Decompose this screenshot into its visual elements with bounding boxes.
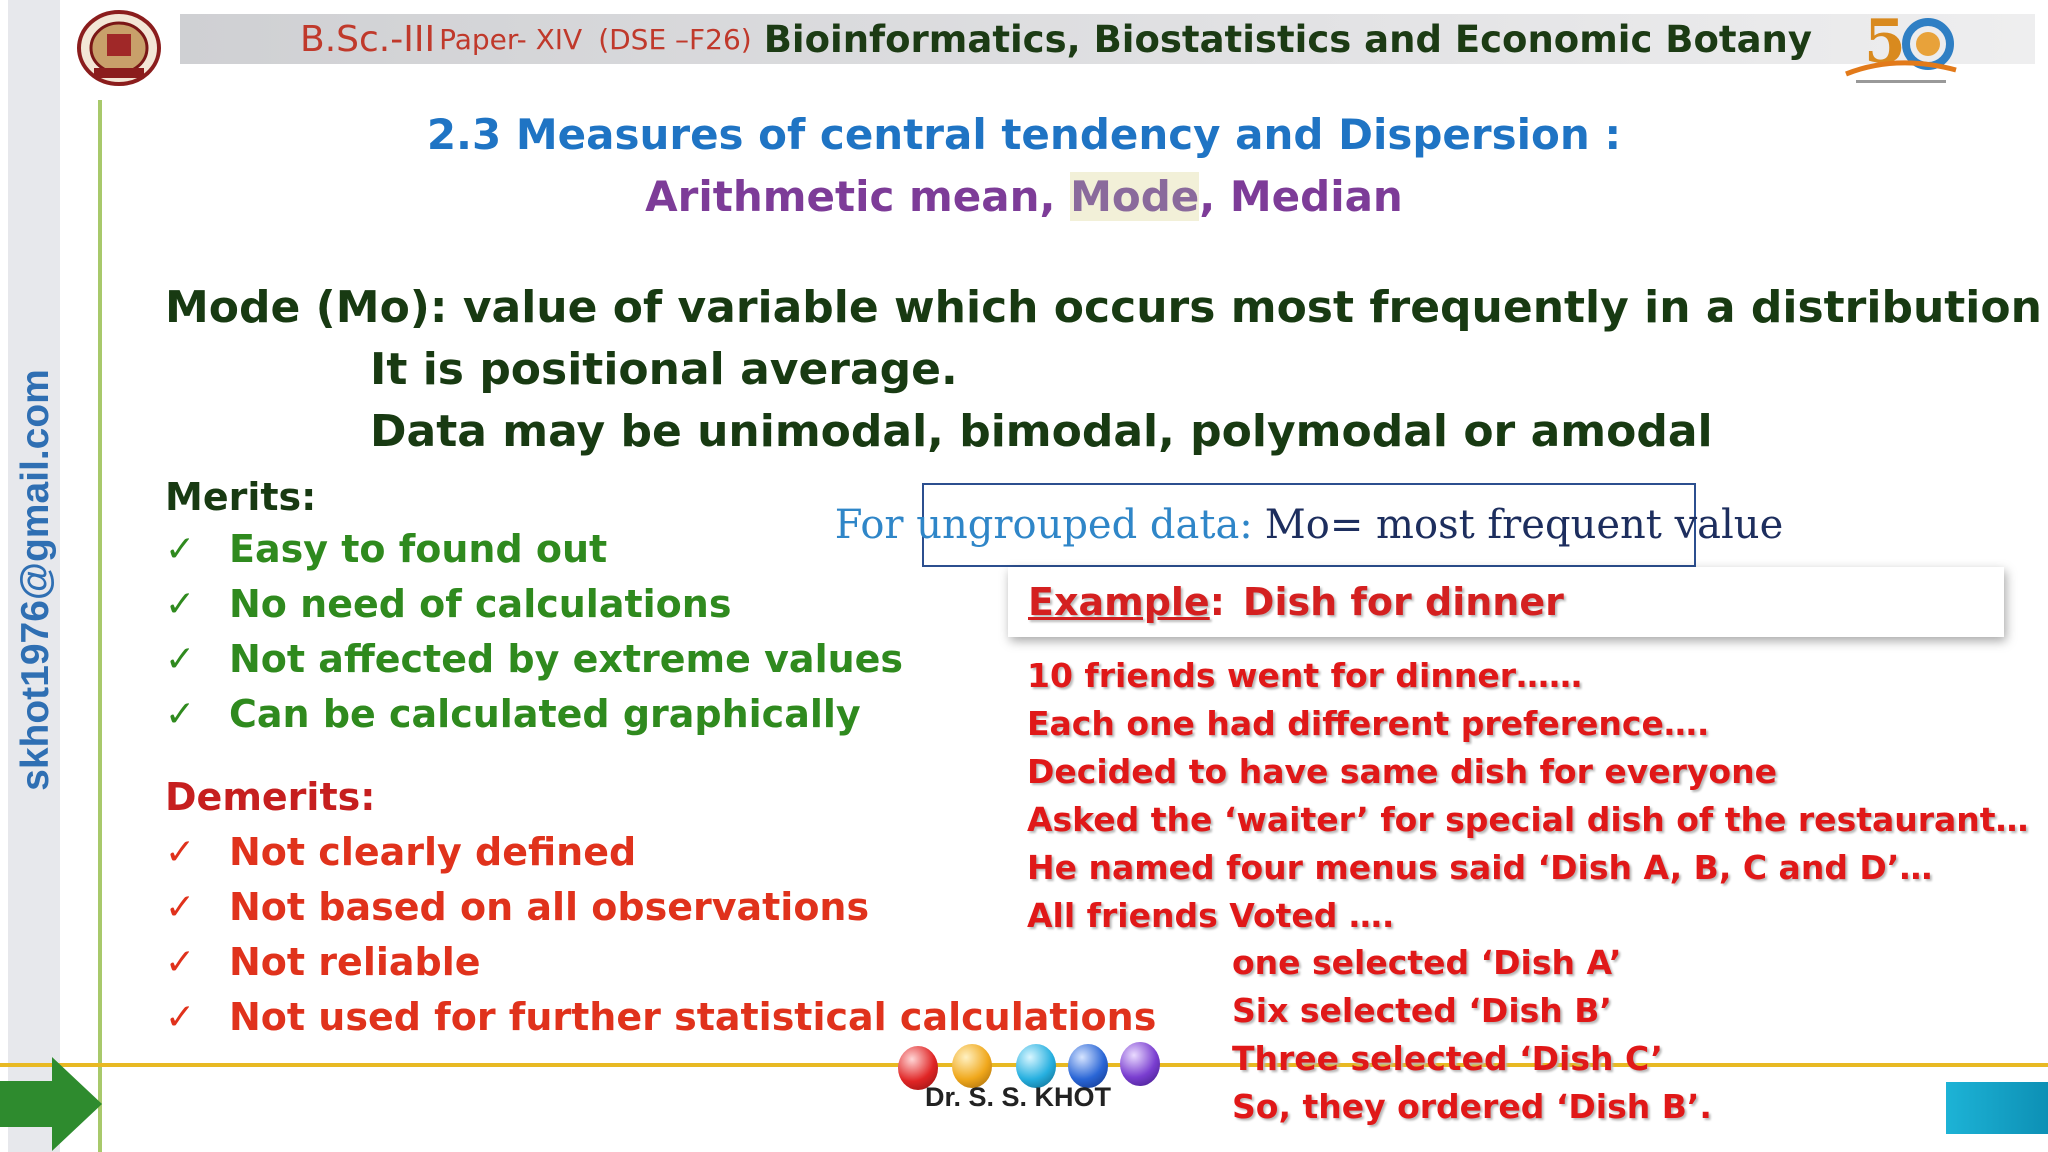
check-icon: ✓ — [165, 693, 196, 735]
subtitle-mode-highlight: Mode — [1070, 172, 1200, 221]
list-item-demerit — [165, 830, 636, 874]
check-icon: ✓ — [165, 831, 196, 873]
example-line: Three selected ‘Dish C’ — [1232, 1039, 1663, 1078]
example-line: Six selected ‘Dish B’ — [1232, 991, 1612, 1030]
example-line: He named four menus said ‘Dish A, B, C and D’… — [1027, 848, 1933, 887]
ungrouped-label: For ungrouped data: — [834, 502, 1253, 548]
subject-title: Bioinformatics, Biostatistics and Economic Botany — [763, 17, 1813, 61]
slide-title: 2.3 Measures of central tendency and Dispersion : — [426, 110, 1622, 159]
anniversary-50-logo-icon — [1836, 4, 1966, 90]
list-item-merit — [165, 527, 607, 571]
course-label: B.Sc.-III — [300, 18, 436, 60]
demerit-text: Not clearly defined — [229, 830, 637, 874]
check-icon: ✓ — [165, 886, 196, 928]
mode-definition: Mode (Mo): value of variable which occurs most frequently in a distribution — [165, 282, 2042, 333]
subtitle-part-a: Arithmetic mean, — [645, 172, 1071, 221]
merits-heading: Merits: — [165, 475, 317, 519]
example-line: All friends Voted …. — [1027, 896, 1395, 935]
ungrouped-formula: Mo= most frequent value — [1264, 502, 1784, 548]
demerit-text: Not used for further statistical calculations — [229, 995, 1157, 1039]
merit-text: Not affected by extreme values — [229, 637, 904, 681]
check-icon: ✓ — [165, 638, 196, 680]
example-line: Asked the ‘waiter’ for special dish of the restaurant… — [1027, 800, 2029, 839]
author-name: Dr. S. S. KHOT — [925, 1082, 1112, 1112]
check-icon: ✓ — [165, 583, 196, 625]
check-icon: ✓ — [165, 996, 196, 1038]
example-colon: : — [1209, 580, 1225, 624]
list-item-merit — [165, 637, 903, 681]
example-label: Example — [1028, 580, 1210, 624]
list-item-demerit — [165, 940, 481, 984]
merit-text: Easy to found out — [229, 527, 608, 571]
check-icon: ✓ — [165, 941, 196, 983]
mode-types-note: Data may be unimodal, bimodal, polymodal or amodal — [370, 406, 1713, 457]
slide-subtitle — [0, 172, 2048, 221]
list-item-merit — [165, 692, 861, 736]
green-arrow-icon — [0, 1057, 104, 1152]
demerit-text: Not reliable — [229, 940, 481, 984]
footer-accent-block — [1946, 1082, 2048, 1134]
svg-text:5: 5 — [1864, 7, 1906, 77]
paper-label: Paper- XIV — [439, 22, 583, 56]
check-icon: ✓ — [165, 528, 196, 570]
mode-positional-note: It is positional average. — [370, 344, 958, 395]
example-line: 10 friends went for dinner…… — [1027, 656, 1582, 695]
paper-code: (DSE –F26) — [598, 22, 752, 56]
merit-text: No need of calculations — [229, 582, 732, 626]
example-line: So, they ordered ‘Dish B’. — [1232, 1087, 1712, 1126]
demerit-text: Not based on all observations — [229, 885, 870, 929]
vertical-divider — [98, 100, 102, 1152]
merit-text: Can be calculated graphically — [229, 692, 861, 736]
example-title: Dish for dinner — [1242, 580, 1564, 624]
demerits-heading: Demerits: — [165, 775, 376, 819]
ungrouped-formula-box — [834, 483, 1784, 567]
college-logo-icon — [74, 8, 164, 88]
list-item-demerit — [165, 995, 1156, 1039]
example-line: one selected ‘Dish A’ — [1232, 943, 1622, 982]
subtitle-part-b: , Median — [1199, 172, 1403, 221]
example-heading-box — [1008, 567, 2004, 637]
example-line: Decided to have same dish for everyone — [1027, 752, 1777, 791]
example-line: Each one had different preference…. — [1027, 704, 1710, 743]
list-item-demerit — [165, 885, 869, 929]
list-item-merit — [165, 582, 731, 626]
header-title — [300, 14, 1812, 64]
author-email: skhot1976@gmail.com — [14, 369, 57, 791]
